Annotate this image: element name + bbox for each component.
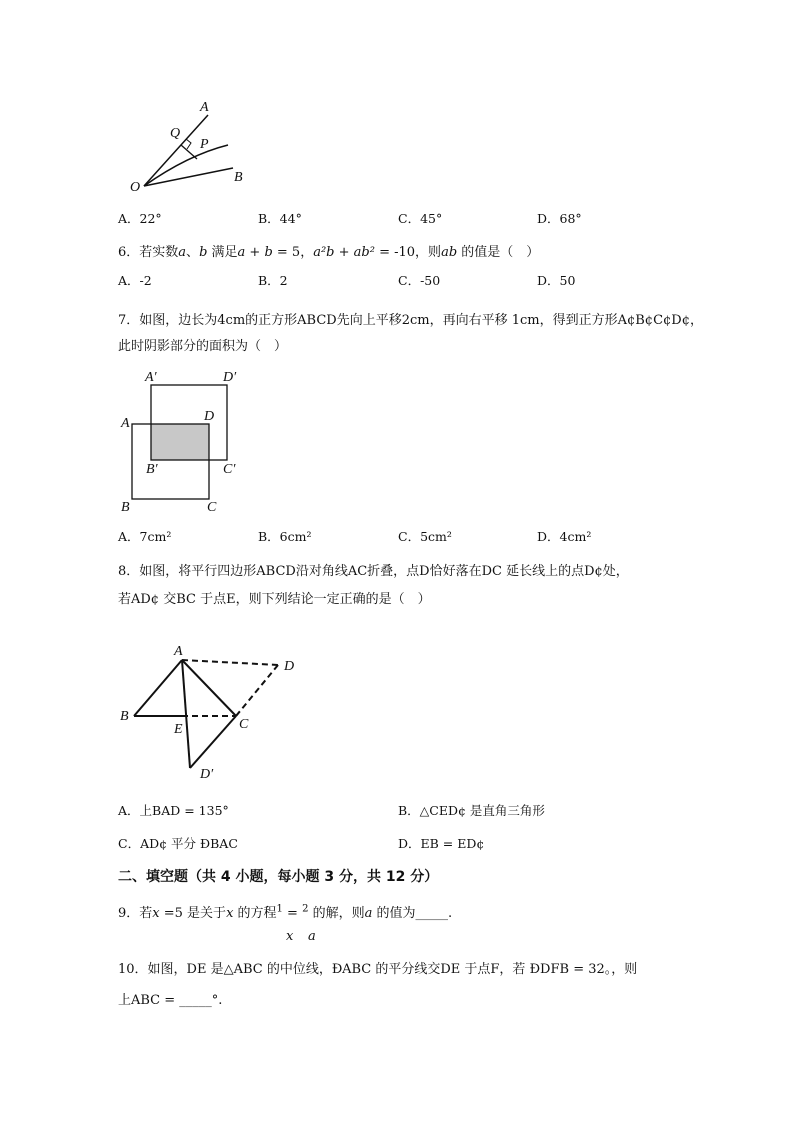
label-c: C [207,500,217,515]
q9-eq: =5 是关于 [159,906,227,921]
label-d: D [284,659,295,674]
q7-option-a: A．7cm² [118,529,172,544]
q9-denominator-x: x [286,929,294,944]
q9-var-a: a [364,906,373,921]
q9-frac1-num: 1 [276,903,283,915]
label-b: B [234,170,243,185]
q7-option-b: B．6cm² [258,529,312,544]
label-q: Q [170,126,181,141]
q8-option-b: B．△CED¢ 是直角三角形 [398,803,545,818]
q6-var-b: b [199,245,208,260]
label-a-prime: A′ [145,370,157,385]
label-o: O [130,180,141,195]
label-d-prime: D′ [200,767,214,782]
q10-line1: 10．如图，DE 是△ABC 的中位线，ÐABC 的平分线交DE 于点F，若 ÐDFB = 32。，则 [118,962,638,977]
q7-option-c: C．5cm² [398,529,452,544]
question-6 [118,241,539,260]
question-9 [118,902,452,921]
label-b: B [120,709,129,724]
q6-option-c: C．-50 [398,273,441,288]
label-e: E [174,722,183,737]
q8-option-d: D．EB = ED¢ [398,836,485,851]
q6-option-a: A．-2 [118,273,152,288]
label-p: P [200,137,209,152]
q8-line2: 若AD¢ 交BC 于点E，则下列结论一定正确的是（ ） [118,592,431,607]
q9-denominator-a: a [308,929,316,944]
q7-option-d: D．4cm² [537,529,592,544]
q8-line1: 8．如图，将平行四边形ABCD沿对角线AC折叠，点D恰好落在DC 延长线上的点D¢处， [118,564,629,579]
q6-option-b: B．2 [258,273,288,288]
q7-line1: 7．如图，边长为4cm的正方形ABCD先向上平移2cm，再向右平移 1cm，得到正方形A¢B¢C¢D¢， [118,313,703,328]
label-d-prime: D′ [223,370,237,385]
q6-var-ab: ab [441,245,458,260]
label-b: B [121,500,130,515]
q6-prefix: 6．若实数 [118,245,179,260]
figure-q5 [118,95,258,195]
q6-option-d: D．50 [537,273,576,288]
q5-option-c: C．45° [398,211,443,226]
figure-q7 [118,365,258,520]
q5-option-a: A．22° [118,211,162,226]
q10-line2: 上ABC = _____°. [118,993,223,1008]
label-a: A [174,644,183,659]
q6-suffix: 的值是（ ） [457,245,540,260]
q9-prefix: 9．若 [118,906,153,921]
q6-cond1-eq: = 5 [272,245,301,260]
q7-line2: 此时阴影部分的面积为（ ） [118,339,288,354]
label-c-prime: C′ [223,462,236,477]
q9-mid: 的方程 [233,906,277,921]
section-2-title: 二、填空题（共 4 小题，每小题 3 分，共 12 分） [118,869,439,885]
figure-q8 [118,640,308,785]
q5-option-d: D．68° [537,211,582,226]
label-a: A [200,100,209,115]
label-b-prime: B′ [146,462,158,477]
q9-var-x2: x [226,906,234,921]
q6-var-a: a [178,245,187,260]
q6-cond2-eq: = -10 [374,245,416,260]
q6-mid2: ，则 [415,245,442,260]
q6-mid1: 满足 [207,245,238,260]
q9-after: 的解，则 [308,906,365,921]
label-a: A [121,416,130,431]
q6-cond1: a + b [237,245,273,260]
q5-option-b: B．44° [258,211,302,226]
q9-frac2-num: 2 [302,903,309,915]
q9-frac-eq: = [282,906,303,921]
label-c: C [239,717,249,732]
q6-cond2: a²b + ab² [313,245,375,260]
label-d: D [204,409,215,424]
q9-var-x: x [152,906,160,921]
q9-suffix: 的值为_____. [372,906,453,921]
q8-option-a: A．上BAD = 135° [118,803,229,818]
q6-sep: 、 [186,245,200,260]
q8-option-c: C．AD¢ 平分 ÐBAC [118,836,238,851]
q6-sep2: ， [300,245,314,260]
